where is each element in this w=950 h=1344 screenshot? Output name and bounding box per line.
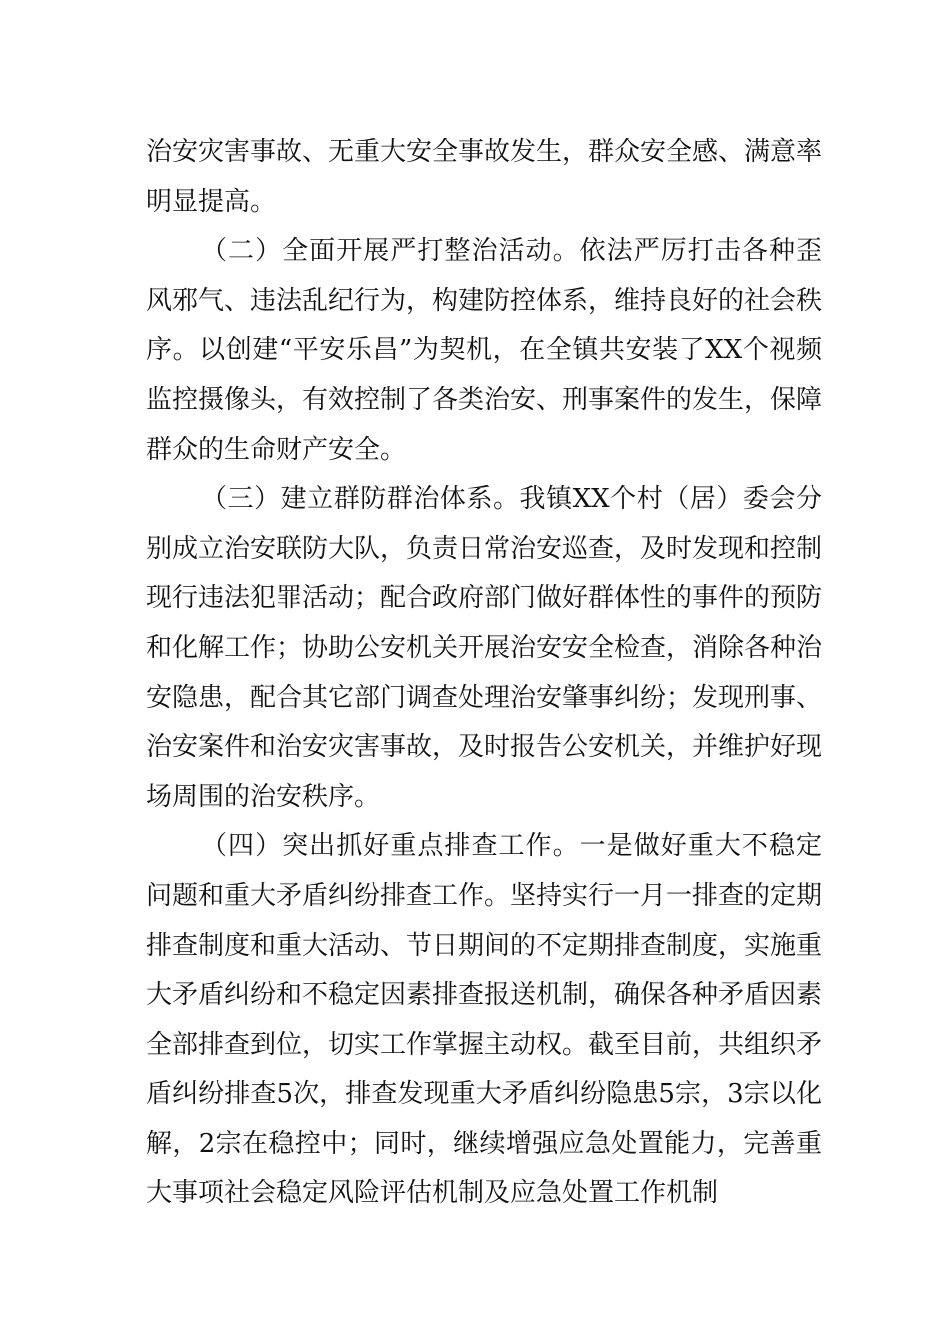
paragraph-section-3: （三）建立群防群治体系。我镇XX个村（居）委会分别成立治安联防大队，负责日常治安巡查，及时发现和控制现行违法犯罪活动；配合政府部门做好群体性的事件的预防和化解工作；协助公安机关开展治安安全检查，消除各种治安隐患，配合其它部门调查处理治安肇事纠纷；发现刑事、治安案件和治安灾害事故，及时报告公安机关，并维护好现场周围的治安秩序。	[146, 484, 823, 812]
document-body	[146, 128, 822, 1219]
paragraph-continuation: 治安灾害事故、无重大安全事故发生，群众安全感、满意率明显提高。	[146, 137, 823, 217]
paragraph-section-2: （二）全面开展严打整治活动。依法严厉打击各种歪风邪气、违法乱纪行为，构建防控体系，维持良好的社会秩序。以创建“平安乐昌”为契机，在全镇共安装了XX个视频监控摄像头，有效控制了各类治安、刑事案件的发生，保障群众的生命财产安全。	[146, 236, 823, 465]
paragraph-section-4: （四）突出抓好重点排查工作。一是做好重大不稳定问题和重大矛盾纠纷排查工作。坚持实行一月一排查的定期排查制度和重大活动、节日期间的不定期排查制度，实施重大矛盾纠纷和不稳定因素排查报送机制，确保各种矛盾因素全部排查到位，切实工作掌握主动权。截至目前，共组织矛盾纠纷排查5次，排查发现重大矛盾纠纷隐患5宗，3宗以化解，2宗在稳控中；同时，继续增强应急处置能力，完善重大事项社会稳定风险评估机制及应急处置工作机制	[146, 831, 823, 1209]
